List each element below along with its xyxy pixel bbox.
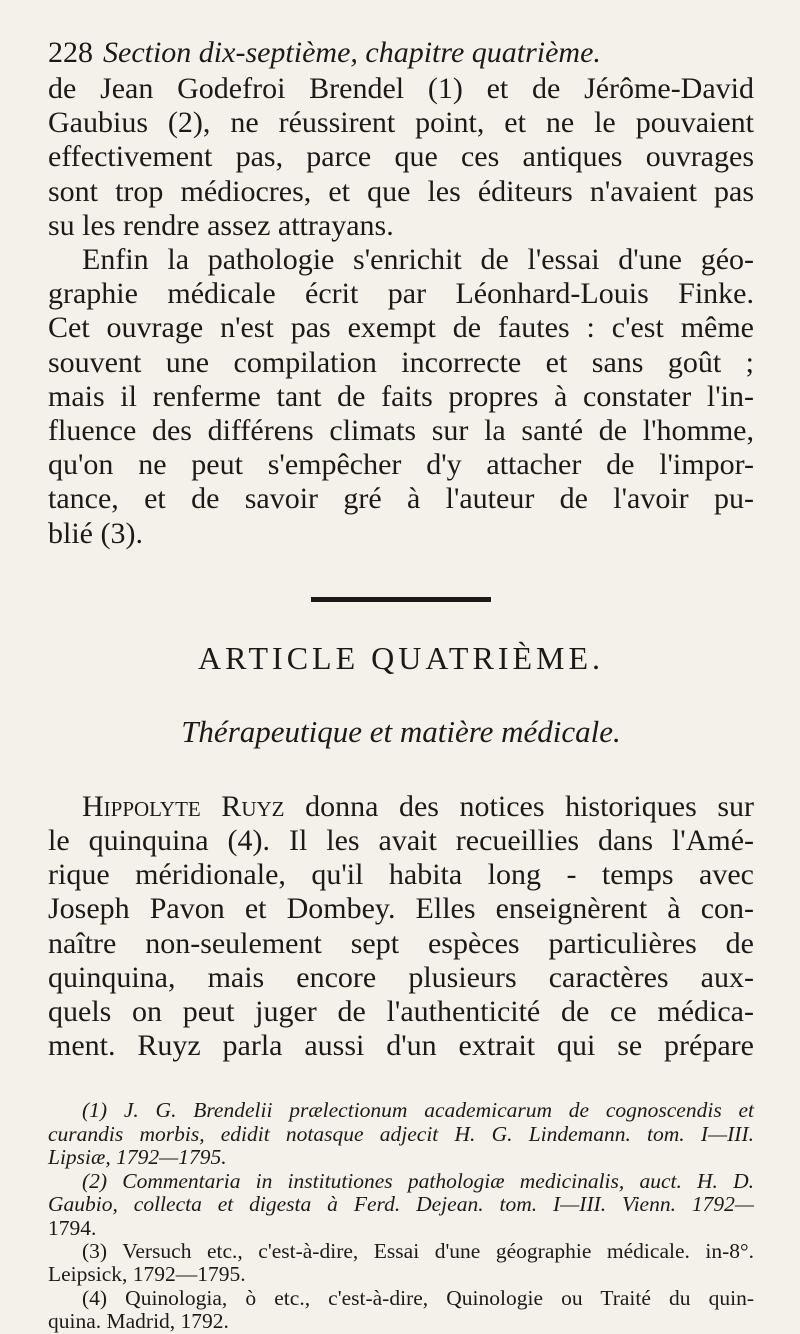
text-line: ment. Ruyz parla aussi d'un extrait qui se prépare [48, 1029, 754, 1063]
text-line: Gaubius (2), ne réussirent point, et ne le pouvaient [48, 106, 754, 140]
article-heading: ARTICLE QUATRIÈME. [197, 639, 605, 676]
article-subheading: Thérapeutique et matière médicale. [181, 713, 621, 749]
footnote-1 [48, 1099, 754, 1169]
footnote-line: (1) J. G. Brendelii prælectionum academicarum de cognoscendis et [82, 1098, 754, 1123]
paragraph-finke [48, 243, 754, 551]
footnote-line: (4) Quinologia, ò etc., c'est-à-dire, Quinologie ou Traité du quin- [82, 1285, 754, 1310]
text-line: blié (3). [48, 516, 143, 550]
section-divider-rule [311, 597, 491, 602]
text-line: souvent une compilation incorrecte et sans goût ; [48, 345, 754, 379]
text-line: su les rendre assez attrayans. [48, 208, 394, 242]
footnote-line: Lipsiæ, 1792—1795. [48, 1145, 227, 1170]
footnote-4 [48, 1287, 754, 1334]
text-line: naître non-seulement sept espèces particulières de [48, 926, 754, 960]
text-line: quels on peut juger de l'authenticité de ce médica- [48, 995, 754, 1029]
footnote-line: 1794. [48, 1215, 97, 1240]
text-line: mais il renferme tant de faits propres à constater l'in- [48, 379, 754, 413]
footnote-line: (3) Versuch etc., c'est-à-dire, Essai d'une géographie médicale. in-8°. [82, 1238, 754, 1263]
footnote-line: Gaubio, collecta et digesta à Ferd. Dejean. tom. I—III. Vienn. 1792— [48, 1192, 754, 1217]
footnote-3 [48, 1240, 754, 1287]
text-line: rique méridionale, qu'il habita long - temps avec [48, 858, 754, 892]
footnote-2 [48, 1170, 754, 1240]
text-line [48, 790, 754, 824]
text-line: fluence des différens climats sur la santé de l'homme, [48, 414, 754, 448]
text-run: donna des notices historiques sur [284, 789, 754, 823]
text-line: Enfin la pathologie s'enrichit de l'essai d'une géo- [82, 243, 754, 277]
running-head [48, 34, 754, 72]
footnote-line: (2) Commentaria in institutiones pathologiæ medicinalis, auct. H. D. [82, 1168, 754, 1193]
text-line: Cet ouvrage n'est pas exempt de fautes : c'est même [48, 311, 754, 345]
page-number: 228 [48, 36, 93, 69]
text-line: effectivement pas, parce que ces antiques ouvrages [48, 140, 754, 174]
text-line: qu'on ne peut s'empêcher d'y attacher de l'impor- [48, 448, 754, 482]
paragraph-ruyz [48, 790, 754, 1064]
footnote-line: curandis morbis, edidit notasque adjecit H. G. Lindemann. tom. I—III. [48, 1121, 754, 1146]
text-line: de Jean Godefroi Brendel (1) et de Jérôme-David [48, 72, 754, 105]
author-name-smallcaps: Hippolyte Ruyz [82, 789, 285, 823]
text-line: Joseph Pavon et Dombey. Elles enseignèrent à con- [48, 892, 754, 926]
text-line: quinquina, mais encore plusieurs caractères aux- [48, 960, 754, 994]
running-title: Section dix-septième, chapitre quatrième. [103, 36, 601, 69]
footnote-line: quina. Madrid, 1792. [48, 1309, 229, 1334]
paragraph-brendel-gaubius [48, 72, 754, 243]
text-line: le quinquina (4). Il les avait recueillies dans l'Amé- [48, 824, 754, 858]
text-line: tance, et de savoir gré à l'auteur de l'avoir pu- [48, 482, 754, 516]
footnotes [48, 1099, 754, 1333]
text-line: graphie médicale écrit par Léonhard-Louis Finke. [48, 277, 754, 311]
text-line: sont trop médiocres, et que les éditeurs n'avaient pas [48, 174, 754, 208]
footnote-line: Leipsick, 1792—1795. [48, 1262, 246, 1287]
